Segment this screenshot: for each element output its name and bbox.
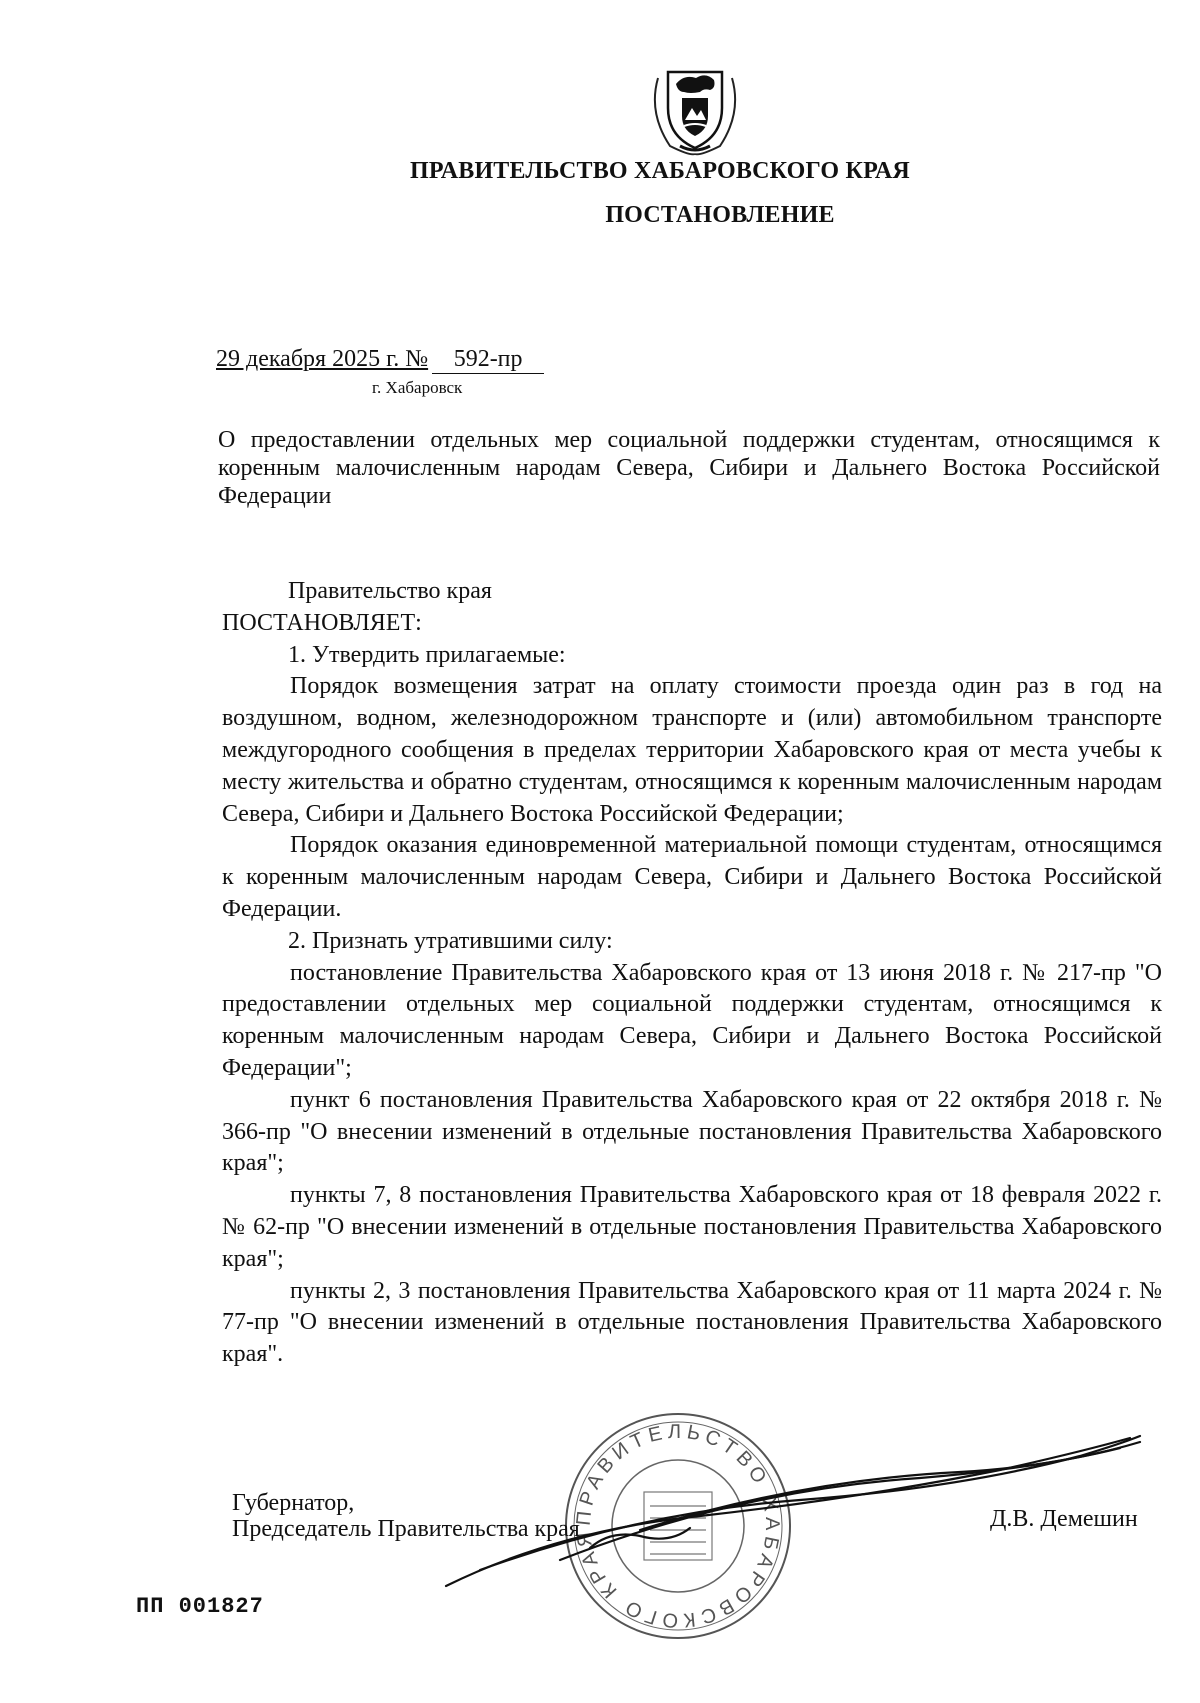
body-paragraph: Порядок оказания единовременной материальной помощи студентам, относящимся к коренным малочисленным народам Севера, Сибири и Дальнего Востока Российской Федерации. — [222, 832, 1162, 922]
body-paragraph: пункты 7, 8 постановления Правительства Хабаровского края от 18 февраля 2022 г. № 62-пр "О внесении изменений в отдельные постановления Правительства Хабаровского края"; — [222, 1182, 1162, 1272]
coat-of-arms-icon — [640, 58, 750, 158]
document-city: г. Хабаровск — [372, 378, 463, 397]
seal-text: ПРАВИТЕЛЬСТВО ХАБАРОВСКОГО КРАЯ — [572, 1420, 784, 1632]
body-paragraph: 1. Утвердить прилагаемые: — [288, 641, 566, 668]
body-paragraph: постановление Правительства Хабаровского края от 13 июня 2018 г. № 217-пр "О предоставлении отдельных мер социальной поддержки студентам, относящимся к коренным малочисленным народам Севера, Сибири и Дальнего Востока Российской Федерации"; — [222, 959, 1162, 1081]
document-type-heading: ПОСТАНОВЛЕНИЕ — [605, 202, 835, 228]
document-number: 592-пр — [432, 346, 544, 374]
document-code: ПП 001827 — [136, 1594, 264, 1619]
signatory-position-line1: Губернатор, — [232, 1490, 355, 1516]
body-paragraph: пункт 6 постановления Правительства Хабаровского края от 22 октября 2018 г. № 366-пр "О внесении изменений в отдельные постановления Правительства Хабаровского края"; — [222, 1086, 1162, 1177]
document-date: 29 декабря 2025 г. № — [216, 346, 429, 372]
body-paragraph: пункты 2, 3 постановления Правительства Хабаровского края от 11 марта 2024 г. № 77-пр "О внесении изменений в отдельные постановления Правительства Хабаровского края". — [222, 1277, 1162, 1368]
body-paragraph: ПОСТАНОВЛЯЕТ: — [222, 609, 422, 636]
body-paragraph: Правительство края — [288, 578, 492, 604]
body-paragraph: 2. Признать утратившими силу: — [288, 927, 613, 954]
signatory-name: Д.В. Демешин — [990, 1506, 1138, 1532]
document-body — [222, 576, 1162, 1371]
organization-heading: ПРАВИТЕЛЬСТВО ХАБАРОВСКОГО КРАЯ — [410, 158, 910, 184]
handwritten-signature — [440, 1420, 1160, 1600]
signatory-position-line2: Председатель Правительства края — [232, 1516, 580, 1542]
document-title: О предоставлении отдельных мер социальной поддержки студентам, относящимся к коренным малочисленным народам Севера, Сибири и Дальнего Востока Российской Федерации — [218, 427, 1160, 509]
body-paragraph: Порядок возмещения затрат на оплату стоимости проезда один раз в год на воздушном, водном, железнодорожном транспорте и (или) автомобильном транспорте междугородного сообщения в пределах территории Хабаровского края от места учебы к месту жительства и обратно студентам, относящимся к коренным малочисленным народам Севера, Сибири и Дальнего Востока Российской Федерации; — [222, 673, 1162, 827]
date-number-line — [216, 346, 544, 374]
